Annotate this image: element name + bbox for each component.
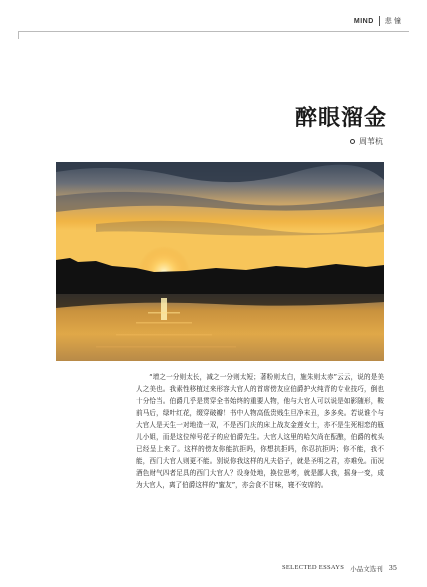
header-divider xyxy=(379,16,380,26)
sunset-lake-image xyxy=(56,162,384,361)
author-line xyxy=(350,136,383,147)
article-body xyxy=(136,371,384,491)
page-footer xyxy=(282,564,397,573)
page-header xyxy=(354,16,401,26)
author-bullet-icon xyxy=(350,139,355,144)
section-label-en: MIND xyxy=(353,17,374,25)
header-rule xyxy=(18,31,409,32)
article-title: 醉眼溜金 xyxy=(294,106,387,131)
body-paragraph: “增之一分则太长，减之一分则太短；著粉则太白，施朱则太赤”云云，说的是美人之美也。我素性移植过来形容大官人的首席傍友应伯爵护火纯青的专业技巧，倒也十分恰当。伯爵几乎是贯穿全书始终的重要人物，他与大官人可以说是如影随形，鞍前马后，绿叶红花，缀穿破瓣！书中人物高低贵贱生旦净末丑，多多矣。若说谁个与大官人是天生一对地造一双，不是西门庆的床上战友金莲女士，亦不是生死相恋的瓶儿小姐，而是这位绰号花子的应伯爵先生。大官人这里的哈欠尚在酝酿，伯爵的枕头已经呈上来了。这样的傍友你能抗拒吗，你想抗拒吗，你忍抗拒吗；你不能，我不能，西门大官人则更不能。别说你我这样的凡夫俗子，就是圣明之君，亦难免。而况酒色财气四者足具的西门大官人？设身处地，换位思考，就是鄙人我，摇身一变，成为大官人，离了伯爵这样的“蜜友”，亦会食不甘味，寝不安席的。 xyxy=(136,373,384,490)
author-name: 周苇杭 xyxy=(359,137,383,146)
section-label-cn: 悲 憧 xyxy=(384,17,401,25)
page-number: 35 xyxy=(388,564,397,572)
magazine-name-cn: 小品文选刊 xyxy=(350,565,383,573)
header-rule-tick xyxy=(18,31,19,39)
sunset-photo xyxy=(56,162,384,361)
magazine-name-en: SELECTED ESSAYS xyxy=(281,564,345,571)
